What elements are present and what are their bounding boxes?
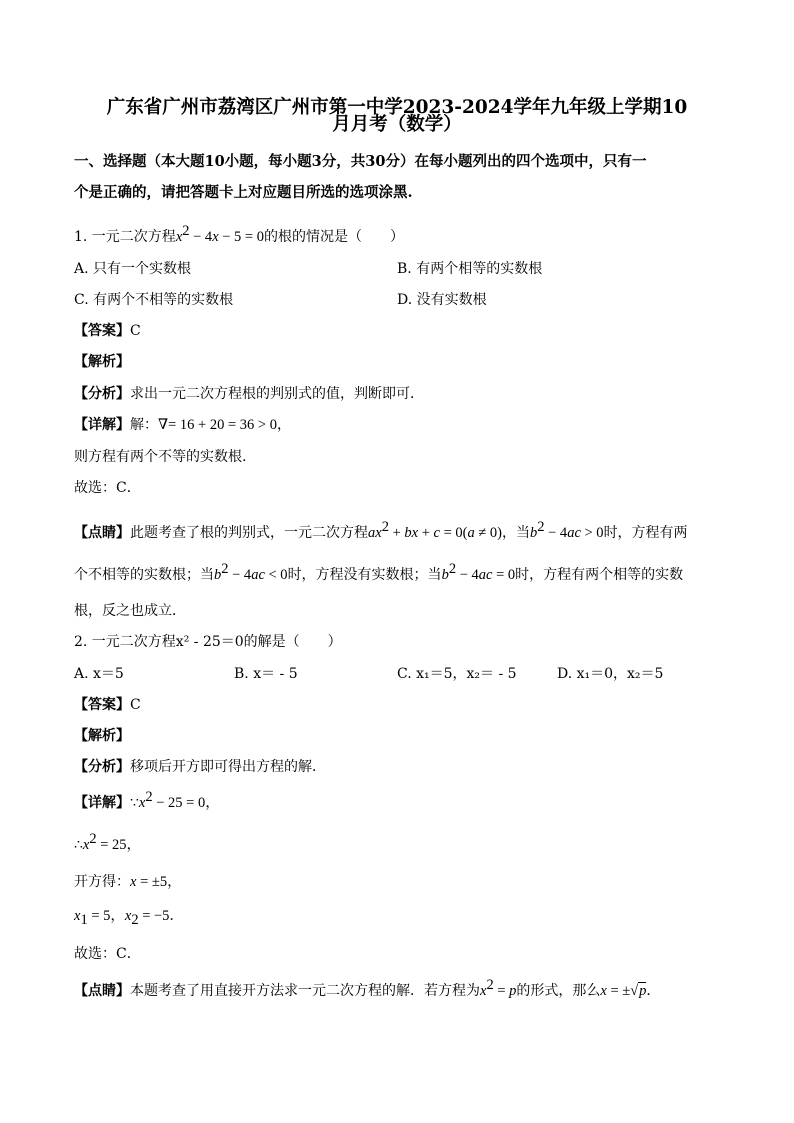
q1-dianjing-text-2c: 时，方程有两个相等的实数 (515, 567, 684, 583)
q1-stem-suffix: 的根的情况是（ ） (263, 229, 404, 245)
q2-detail-tag: 【详解】 (74, 795, 130, 811)
q2-option-a: A. x＝5 (74, 666, 124, 682)
q1-dianjing-text-2b: 时，方程没有实数根；当 (287, 567, 442, 583)
q2-choose: 故选：C． (74, 946, 141, 962)
q1-dianjing-text-1b: ，当 (502, 525, 530, 541)
section-heading-line-1: 一、选择题（本大题10小题，每小题3分，共30分）在每小题列出的四个选项中，只有一 (74, 153, 647, 170)
q2-dianjing-text-c: ． (646, 983, 661, 999)
q2-dianjing-text-b: 的形式，那么 (516, 983, 601, 999)
q2-roots: $x_1 = 5$，$x_2 = -5$ (74, 908, 170, 928)
q2-dianjing-tag: 【点睛】 (74, 983, 130, 999)
q2-dianjing-text-a: 本题考查了用直接开方法求一元二次方程的解．若方程为 (130, 983, 480, 999)
q1-dianjing-text-2a: 个不相等的实数根；当 (74, 567, 214, 583)
q2-sqrt-solution: x = ±√p (600, 983, 647, 999)
q2-detail-eq: $x^2 - 25 = 0$ (138, 789, 206, 811)
q1-answer-tag: 【答案】 (74, 323, 130, 339)
q1-conclusion: 则方程有两个不等的实数根. (74, 449, 247, 465)
q1-eq-b: − 4 (189, 229, 213, 245)
q1-answer-value: C (130, 323, 141, 339)
q2-therefore: ∴ (74, 837, 83, 853)
q1-dianjing-text-1c: 时，方程有两 (603, 525, 688, 541)
q1-dianjing-line-1 (74, 519, 688, 542)
q2-form-eq: $x^2 = p$ (480, 977, 517, 999)
q2-fenxi-text: 移项后开方即可得出方程的解． (130, 759, 326, 775)
q2-detail: 【详解】$\because x^2 - 25 = 0$， (74, 789, 220, 811)
q1-disc-negative: $b^2 - 4ac < 0$ (214, 561, 288, 583)
q2-step-3: 开方得：x = ±5， (74, 874, 182, 890)
q2-step-4: $x_1 = 5$，$x_2 = -5$． (74, 908, 184, 928)
q1-general-form: $ax^2$ + bx + c = 0(a ≠ 0) (368, 519, 502, 541)
q1-analysis-tag: 【解析】 (74, 354, 130, 370)
document-title-line-1: 广东省广州市荔湾区广州市第一中学2023-2024学年九年级上学期10 (106, 97, 688, 118)
q1-eq-x2: x (212, 229, 219, 245)
q2-step-3-eq: x = ±5 (130, 874, 168, 890)
document-title-line-2: 月月考（数学） (332, 114, 462, 135)
q1-detail (74, 416, 291, 434)
q2-answer-value: C (130, 697, 141, 713)
q1-disc-zero: $b^2 - 4ac = 0$ (441, 561, 516, 583)
q2-fenxi (74, 758, 326, 776)
q1-detail-math: ∇= 16 + 20 = 36 > 0 (158, 417, 277, 433)
q1-disc-positive: $b^2 - 4ac > 0$ (530, 519, 604, 541)
q1-option-c: C. 有两个不相等的实数根 (74, 292, 234, 308)
q1-option-b: B. 有两个相等的实数根 (397, 261, 543, 277)
q1-choose: 故选：C． (74, 480, 141, 496)
q1-dianjing-line-2 (74, 561, 684, 584)
q1-stem (74, 223, 404, 246)
q2-dianjing (74, 977, 661, 1000)
q1-eq-d: − 5 = 0 (218, 229, 264, 245)
q1-stem-prefix: 1. 一元二次方程 (74, 229, 176, 245)
q2-step-3-prefix: 开方得： (74, 874, 130, 890)
q1-eq-x: x (175, 229, 183, 245)
q2-option-c: C. x₁＝5，x₂＝ - 5 (397, 666, 517, 682)
q2-step-2: $\therefore x^2 = 25$， (74, 831, 142, 853)
q1-answer (74, 322, 141, 340)
q1-dianjing-text-1a: 此题考查了根的判别式，一元二次方程 (130, 525, 368, 541)
q2-answer (74, 696, 141, 714)
q2-option-d: D. x₁＝0，x₂＝5 (557, 666, 664, 682)
q1-fenxi (74, 385, 424, 403)
q2-analysis-tag: 【解析】 (74, 728, 130, 744)
q2-step-2-eq: $x^2 = 25$ (82, 831, 127, 853)
q1-detail-tag: 【详解】 (74, 417, 130, 433)
q1-dianjing-tag: 【点睛】 (74, 525, 130, 541)
section-heading-line-2: 个是正确的，请把答题卡上对应题目所选的选项涂黑. (74, 184, 413, 201)
q1-option-a: A. 只有一个实数根 (74, 261, 192, 277)
q2-option-b: B. x＝ - 5 (234, 666, 298, 682)
q1-fenxi-tag: 【分析】 (74, 386, 130, 402)
q1-option-d: D. 没有实数根 (397, 292, 487, 308)
q1-detail-prefix: 解： (130, 417, 158, 433)
q2-answer-tag: 【答案】 (74, 697, 130, 713)
q2-because: ∵ (130, 795, 139, 811)
q1-detail-suffix: ， (276, 417, 291, 433)
q1-eq-exp: 2 (182, 223, 190, 239)
q1-fenxi-text: 求出一元二次方程根的判别式的值，判断即可． (130, 386, 424, 402)
q2-stem: 2. 一元二次方程x² - 25＝0的解是（ ） (74, 634, 342, 650)
q2-fenxi-tag: 【分析】 (74, 759, 130, 775)
q1-dianjing-line-3: 根，反之也成立． (74, 603, 186, 619)
